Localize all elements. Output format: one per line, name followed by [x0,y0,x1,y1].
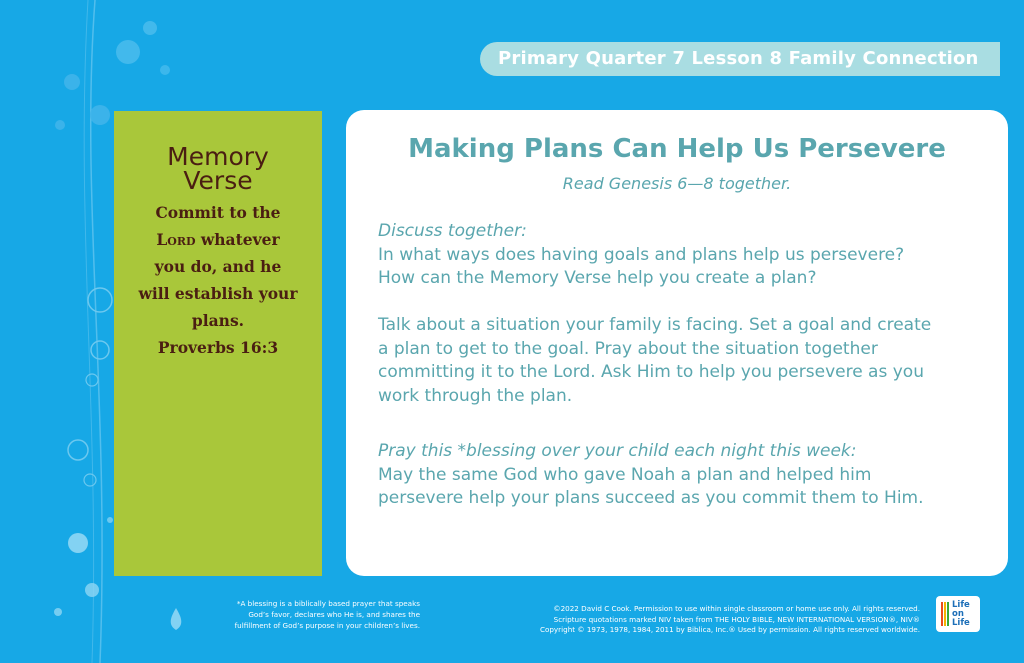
memory-verse-text: Commit to the Lord whatever you do, and he will establish your plans. Proverbs 16:3 [114,199,322,361]
card-subtitle: Read Genesis 6—8 together. [562,174,792,193]
discuss-section: Discuss together: In what ways does having goals and plans help us persevere? How can the Memory Verse help you create a plan? [378,220,988,291]
lord-smallcaps: Lord [156,230,196,249]
memory-verse-panel [114,111,322,576]
copyright-notice: ©2022 David C Cook. Permission to use within single classroom or home use only. All rights reserved. Scripture quotations marked NIV taken from THE HOLY BIBLE, NEW INTERNATIONAL VERSION®, NIV® Copyright © 1973, 1978, 1984, 2011 by Biblica, Inc.® Used by permission. All rights reserved worldwide. [539,604,920,634]
card-title: Making Plans Can Help Us Persevere [408,134,946,164]
memory-verse-title: Memory Verse [167,142,269,195]
blessing-footnote: *A blessing is a biblically based prayer that speaks God’s favor, declares who He is, and shares the fulfillment of God’s purpose in your children’s lives. [234,599,420,630]
pray-label: Pray this *blessing over your child each night this week: [378,441,857,461]
talk-section: Talk about a situation your family is facing. Set a goal and create a plan to get to the goal. Pray about the situation together committing it to the Lord. Ask Him to help you persevere as you work through the plan. [378,315,932,406]
lesson-header: Primary Quarter 7 Lesson 8 Family Connection [480,42,1000,76]
logo-stripes-icon [941,602,949,626]
lesson-card [346,110,1008,576]
discuss-label: Discuss together: [378,221,527,241]
pray-section: Pray this *blessing over your child each night this week: May the same God who gave Noah a plan and helped him persevere help your plans succeed as you commit them to Him. [378,440,988,511]
life-on-life-logo: Life on Life [936,596,980,632]
memory-verse-reference: Proverbs 16:3 [157,338,279,357]
